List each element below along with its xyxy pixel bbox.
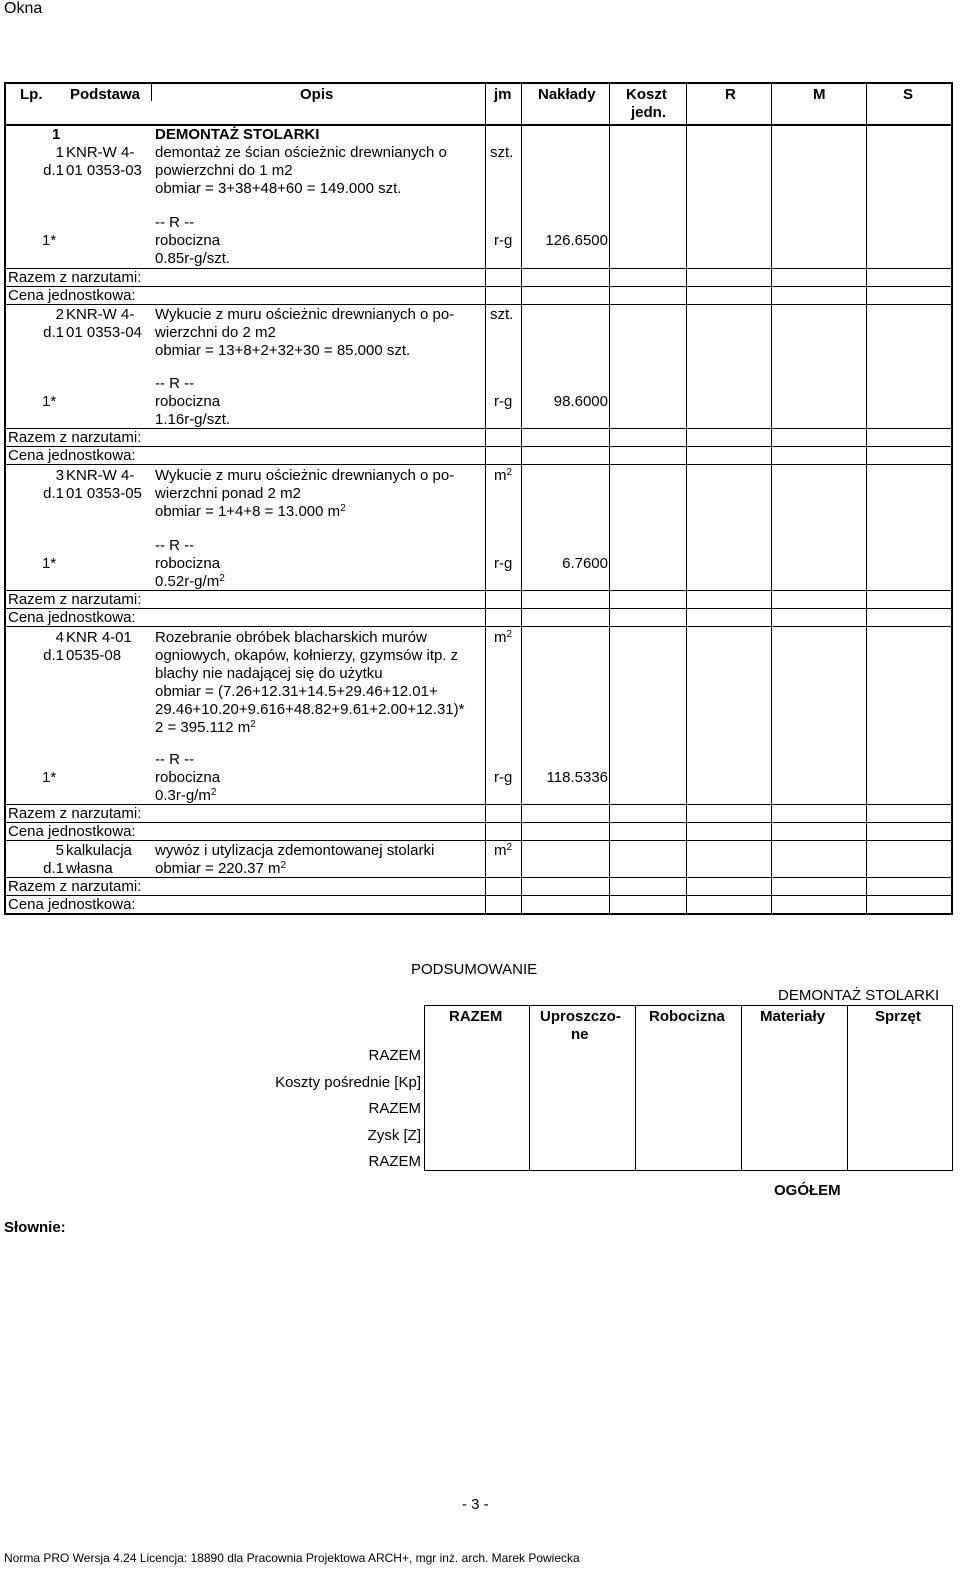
naklad-value: 118.5336: [546, 769, 608, 786]
podstawa-line-1: KNR-W 4-: [66, 306, 135, 323]
summary-col-robocizna: Robocizna: [649, 1008, 725, 1025]
podstawa-line-1: KNR 4-01: [66, 629, 132, 646]
razem-label: Razem z narzutami:: [8, 805, 142, 822]
lp-number: 5: [55, 842, 64, 859]
jm: szt.: [490, 144, 514, 161]
robocizna-label: robocizna: [155, 769, 221, 786]
lp-sub: d.1: [43, 860, 64, 877]
summary-col-materialy: Materiały: [760, 1008, 826, 1025]
section-title: DEMONTAŻ STOLARKI: [155, 126, 320, 143]
naklad-value: 98.6000: [553, 393, 608, 410]
header-jm: jm: [494, 86, 512, 103]
summary-row-zysk: Zysk [Z]: [367, 1127, 421, 1144]
opis-line-1: Wykucie z muru ościeżnic drewnianych o po-: [155, 306, 455, 323]
jm: m: [494, 467, 507, 484]
header-podstawa: Podstawa: [70, 86, 141, 103]
robocizna-label: robocizna: [155, 555, 221, 572]
header-naklady: Nakłady: [538, 86, 596, 103]
razem-label: Razem z narzutami:: [8, 591, 142, 608]
opis-line-2: obmiar = 220.37 m: [155, 860, 281, 877]
summary-col-razem: RAZEM: [449, 1008, 503, 1025]
summary-row-razem-1: RAZEM: [368, 1047, 421, 1064]
summary-title: PODSUMOWANIE: [411, 961, 538, 978]
naklad-value: 126.6500: [545, 232, 608, 249]
robocizna-label: robocizna: [155, 232, 221, 249]
header-s: S: [903, 86, 914, 103]
opis-line-1: demontaż ze ścian ościeżnic drewnianych o: [155, 144, 447, 161]
summary-col-uproszczone-2: ne: [571, 1026, 589, 1043]
lp-sub: d.1: [43, 647, 64, 664]
lp-number: 4: [55, 629, 64, 646]
rg-unit: r-g: [494, 232, 513, 249]
r-marker: -- R --: [155, 214, 195, 231]
robocizna-label: robocizna: [155, 393, 221, 410]
lp-number: 2: [55, 306, 64, 323]
slownie-label: Słownie:: [4, 1219, 66, 1236]
star-marker: 1*: [42, 769, 57, 786]
rg-unit: r-g: [494, 769, 513, 786]
summary-col-uproszczone-1: Uproszczo-: [540, 1008, 621, 1025]
opis-line-2: wierzchni do 2 m2: [155, 324, 276, 341]
norma: 0.3r-g/m: [155, 787, 211, 804]
naklad-value: 6.7600: [562, 555, 608, 572]
footer-license: Norma PRO Wersja 4.24 Licencja: 18890 dla Pracownia Projektowa ARCH+, mgr inż. arch. Marek Powiecka: [4, 1551, 580, 1565]
r-marker: -- R --: [155, 375, 195, 392]
lp-sub: d.1: [43, 324, 64, 341]
opis-line-6: 2 = 395.112 m: [155, 719, 251, 736]
opis-line-5: 29.46+10.20+9.616+48.82+9.61+2.00+12.31)*: [155, 701, 465, 718]
podstawa-line-1: KNR-W 4-: [66, 144, 135, 161]
opis-line-3: obmiar = 3+38+48+60 = 149.000 szt.: [155, 180, 402, 197]
jm: m: [494, 842, 507, 859]
podstawa-line-2: własna: [66, 860, 113, 877]
lp-sub: d.1: [43, 485, 64, 502]
summary-row-razem-3: RAZEM: [368, 1153, 421, 1170]
cena-label: Cena jednostkowa:: [8, 609, 136, 626]
page-number: - 3 -: [462, 1496, 489, 1513]
r-marker: -- R --: [155, 751, 195, 768]
podstawa-line-2: 01 0353-04: [66, 324, 142, 341]
header-m: M: [813, 86, 826, 103]
podstawa-line-2: 01 0353-03: [66, 162, 142, 179]
star-marker: 1*: [42, 555, 57, 572]
cena-label: Cena jednostkowa:: [8, 823, 136, 840]
jm: m: [494, 629, 507, 646]
header-r: R: [725, 86, 736, 103]
header-opis: Opis: [300, 86, 334, 103]
podstawa-line-2: 01 0353-05: [66, 485, 142, 502]
document-title: Okna: [4, 0, 43, 17]
opis-line-2: powierzchni do 1 m2: [155, 162, 293, 179]
rg-unit: r-g: [494, 555, 513, 572]
star-marker: 1*: [42, 232, 57, 249]
summary-row-koszty-posrednie: Koszty pośrednie [Kp]: [275, 1074, 421, 1091]
podstawa-line-1: kalkulacja: [66, 842, 132, 859]
podstawa-line-1: KNR-W 4-: [66, 467, 135, 484]
cena-label: Cena jednostkowa:: [8, 896, 136, 913]
norma: 0.52r-g/m: [155, 573, 220, 590]
summary-row-razem-2: RAZEM: [368, 1100, 421, 1117]
summary-ogolem: OGÓŁEM: [774, 1182, 841, 1199]
razem-label: Razem z narzutami:: [8, 878, 142, 895]
jm: szt.: [490, 306, 514, 323]
header-koszt: Koszt: [626, 86, 667, 103]
opis-line-3: obmiar = 1+4+8 = 13.000 m: [155, 503, 341, 520]
r-marker: -- R --: [155, 537, 195, 554]
razem-label: Razem z narzutami:: [8, 429, 142, 446]
norma: 0.85r-g/szt.: [155, 250, 231, 267]
opis-line-1: Rozebranie obróbek blacharskich murów: [155, 629, 427, 646]
section-number: 1: [52, 126, 61, 143]
norma: 1.16r-g/szt.: [155, 411, 231, 428]
opis-line-3: blachy nie nadającej się do użytku: [155, 665, 383, 682]
opis-line-1: wywóz i utylizacja zdemontowanej stolarki: [155, 842, 435, 859]
opis-line-2: ogniowych, okapów, kołnierzy, gzymsów itp. z: [155, 647, 459, 664]
cena-label: Cena jednostkowa:: [8, 287, 136, 304]
header-lp: Lp.: [20, 86, 43, 103]
star-marker: 1*: [42, 393, 57, 410]
opis-line-3: obmiar = 13+8+2+32+30 = 85.000 szt.: [155, 342, 411, 359]
lp-number: 3: [55, 467, 64, 484]
opis-line-1: Wykucie z muru ościeżnic drewnianych o po-: [155, 467, 455, 484]
opis-line-4: obmiar = (7.26+12.31+14.5+29.46+12.01+: [155, 683, 438, 700]
cena-label: Cena jednostkowa:: [8, 447, 136, 464]
summary-section-name: DEMONTAŻ STOLARKI: [778, 987, 940, 1004]
razem-label: Razem z narzutami:: [8, 269, 142, 286]
header-koszt-jedn: jedn.: [631, 104, 667, 121]
rg-unit: r-g: [494, 393, 513, 410]
opis-line-2: wierzchni ponad 2 m2: [155, 485, 301, 502]
summary-col-sprzet: Sprzęt: [875, 1008, 921, 1025]
lp-number: 1: [55, 144, 64, 161]
podstawa-line-2: 0535-08: [66, 647, 122, 664]
lp-sub: d.1: [43, 162, 64, 179]
